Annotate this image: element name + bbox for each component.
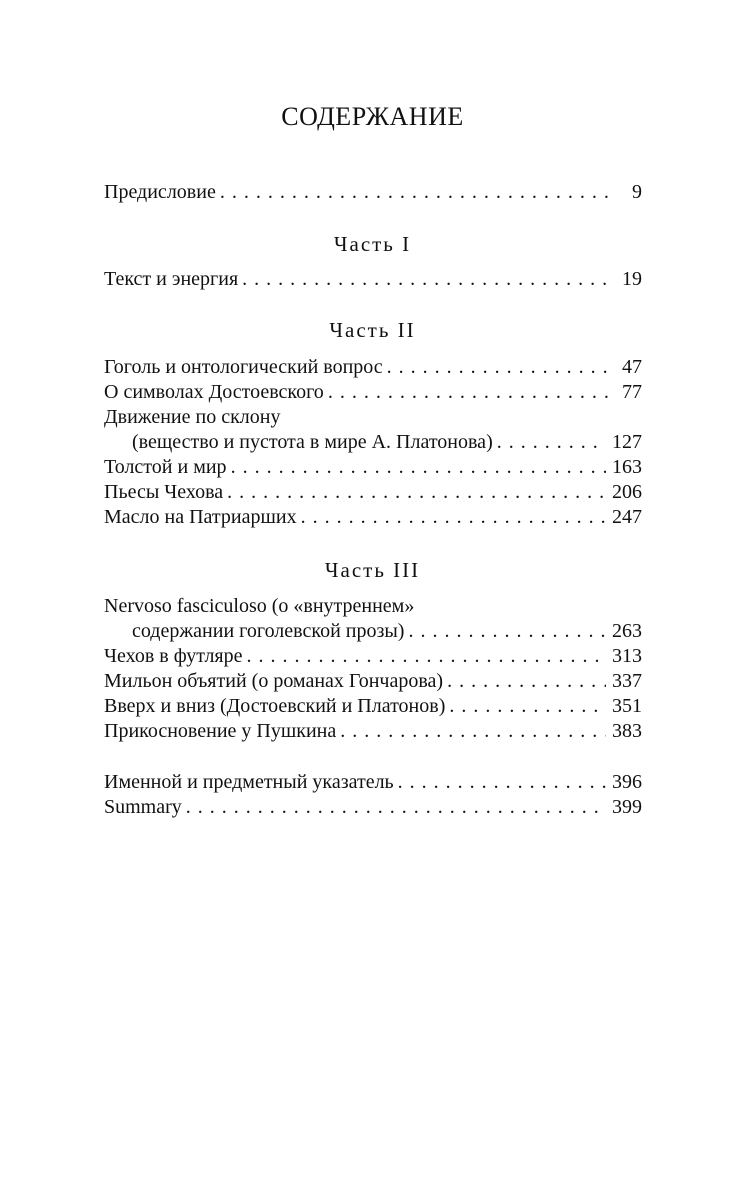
dot-leader	[220, 180, 608, 205]
toc-back	[104, 770, 642, 820]
toc-entry	[104, 644, 642, 669]
toc-entry	[104, 355, 642, 380]
dot-leader	[497, 430, 606, 455]
toc-entry-label: Движение по склону	[104, 406, 281, 428]
toc-entry	[104, 480, 642, 505]
toc-entry-page: 163	[612, 456, 642, 478]
toc-entry-label: Мильон объятий (о романах Гончарова)	[104, 670, 444, 692]
dot-leader	[449, 694, 606, 719]
toc-entry-label: Вверх и вниз (Достоевский и Платонов)	[104, 695, 446, 717]
dot-leader	[340, 719, 606, 744]
part-heading: Часть I	[333, 232, 412, 256]
toc-entry-label: Толстой и мир	[104, 456, 227, 478]
dot-leader	[227, 480, 606, 505]
toc-entry-page: 263	[612, 620, 642, 642]
toc-entry-label: Summary	[104, 796, 182, 818]
toc-entry-page: 383	[612, 720, 642, 742]
toc-entry	[104, 770, 642, 795]
dot-leader	[408, 619, 606, 644]
toc-entry	[104, 505, 642, 530]
dot-leader	[398, 770, 606, 795]
part-heading: Часть III	[324, 558, 421, 582]
toc-entry-page: 127	[612, 431, 642, 453]
dot-leader	[247, 644, 607, 669]
dot-leader	[242, 267, 608, 292]
toc-entry-page: 19	[622, 268, 642, 290]
toc-entry	[104, 795, 642, 820]
toc-entry	[104, 180, 642, 205]
toc-entry-label: Именной и предметный указатель	[104, 771, 394, 793]
toc-entry-label: Гоголь и онтологический вопрос	[104, 356, 383, 378]
toc-entry-page: 77	[622, 381, 642, 403]
toc-entry	[104, 619, 642, 644]
toc-entry-page: 351	[612, 695, 642, 717]
toc-entry-page: 47	[622, 356, 642, 378]
toc-entry	[104, 380, 642, 405]
toc-entry-label: Масло на Патриарших	[104, 506, 297, 528]
dot-leader	[186, 795, 606, 820]
toc-front	[104, 180, 642, 205]
toc-entry-page: 9	[632, 181, 642, 203]
toc-entry-page: 313	[612, 645, 642, 667]
toc-entry-label: Nervoso fasciculoso (о «внутреннем»	[104, 595, 415, 617]
toc-entry	[104, 267, 642, 292]
dot-leader	[328, 380, 608, 405]
toc-entry-page: 396	[612, 771, 642, 793]
toc-entry	[104, 430, 642, 455]
toc-entry	[104, 694, 642, 719]
toc-entry-label: О символах Достоевского	[104, 381, 324, 403]
toc-entry	[104, 405, 642, 430]
toc-entry-label: содержании гоголевской прозы)	[132, 620, 405, 642]
toc-entry	[104, 719, 642, 744]
part-heading: Часть II	[329, 318, 416, 342]
toc-part-1	[104, 267, 642, 292]
dot-leader	[447, 669, 606, 694]
toc-entry-label: Пьесы Чехова	[104, 481, 224, 503]
toc-entry-label: Чехов в футляре	[104, 645, 243, 667]
toc-entry-label: Текст и энергия	[104, 268, 239, 290]
dot-leader	[387, 355, 608, 380]
toc-part-2	[104, 355, 642, 530]
toc-entry	[104, 594, 642, 619]
dot-leader	[231, 455, 606, 480]
toc-entry-page: 206	[612, 481, 642, 503]
dot-leader	[301, 505, 606, 530]
page-title: СОДЕРЖАНИЕ	[281, 102, 464, 131]
toc-entry-page: 399	[612, 796, 642, 818]
toc-entry-label: (вещество и пустота в мире А. Платонова)	[132, 431, 493, 453]
toc-entry	[104, 669, 642, 694]
toc-entry-page: 247	[612, 506, 642, 528]
toc-entry	[104, 455, 642, 480]
toc-entry-label: Прикосновение у Пушкина	[104, 720, 337, 742]
toc-part-3	[104, 594, 642, 744]
toc-entry-label: Предисловие	[104, 181, 216, 203]
toc-entry-page: 337	[612, 670, 642, 692]
